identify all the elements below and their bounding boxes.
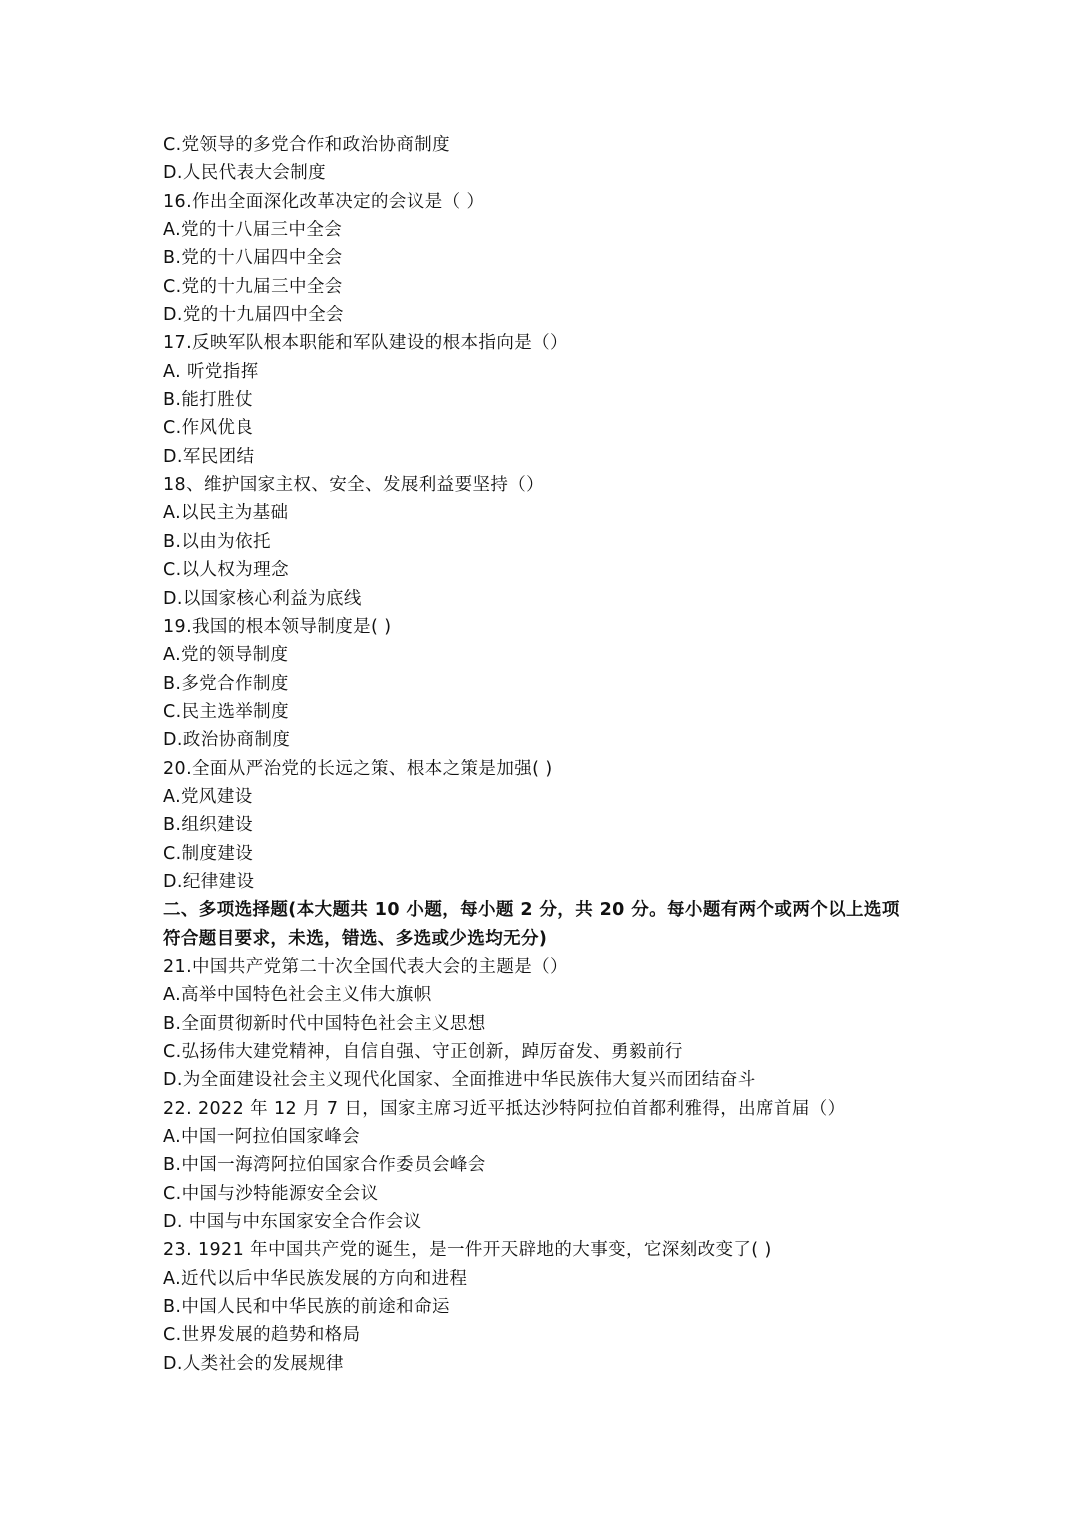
answer-option: D.政治协商制度 [163, 730, 291, 751]
answer-option: D.人民代表大会制度 [163, 163, 327, 184]
answer-option: C.弘扬伟大建党精神，自信自强、守正创新，踔厉奋发、勇毅前行 [163, 1042, 683, 1062]
question-stem: 23. 1921 年中国共产党的诞生，是一件开天辟地的大事变，它深刻改变了( ) [163, 1240, 772, 1261]
answer-option: C.世界发展的趋势和格局 [163, 1325, 361, 1346]
answer-option: B.中国一海湾阿拉伯国家合作委员会峰会 [163, 1155, 486, 1176]
answer-option: D.以国家核心利益为底线 [163, 588, 362, 609]
exam-page [163, 131, 933, 1378]
answer-option: D. 中国与中东国家安全合作会议 [163, 1212, 422, 1233]
answer-option: C.以人权为理念 [163, 560, 289, 581]
answer-option: A.近代以后中华民族发展的方向和进程 [163, 1268, 468, 1289]
answer-option: A. 听党指挥 [163, 361, 259, 382]
question-stem: 18、维护国家主权、安全、发展利益要坚持（） [163, 475, 545, 496]
question-stem: 17.反映军队根本职能和军队建设的根本指向是（） [163, 333, 568, 354]
question-stem: 16.作出全面深化改革决定的会议是（ ） [163, 191, 485, 212]
question-stem: 21.中国共产党第二十次全国代表大会的主题是（） [163, 956, 568, 977]
answer-option: A.党的领导制度 [163, 645, 289, 666]
answer-option: A.党风建设 [163, 786, 253, 807]
answer-option: B.组织建设 [163, 815, 253, 836]
answer-option: C.作风优良 [163, 418, 254, 439]
answer-option: B.能打胜仗 [163, 390, 253, 411]
answer-option: C.党的十九届三中全会 [163, 276, 343, 297]
answer-option: A.以民主为基础 [163, 503, 289, 524]
answer-option: D.人类社会的发展规律 [163, 1353, 344, 1374]
answer-option: B.党的十八届四中全会 [163, 248, 343, 269]
answer-option: B.以由为依托 [163, 531, 271, 552]
answer-option: A.党的十八届三中全会 [163, 220, 343, 241]
answer-option: D.为全面建设社会主义现代化国家、全面推进中华民族伟大复兴而团结奋斗 [163, 1070, 756, 1091]
answer-option: B.全面贯彻新时代中国特色社会主义思想 [163, 1013, 486, 1034]
answer-option: C.民主选举制度 [163, 701, 289, 722]
question-stem: 22. 2022 年 12 月 7 日，国家主席习近平抵达沙特阿拉伯首都利雅得，出席首届（） [163, 1098, 846, 1119]
answer-option: A.中国一阿拉伯国家峰会 [163, 1127, 361, 1148]
question-stem: 19.我国的根本领导制度是( ) [163, 616, 392, 637]
answer-option: A.高举中国特色社会主义伟大旗帜 [163, 985, 432, 1006]
answer-option: B.多党合作制度 [163, 673, 289, 694]
section-heading: 符合题目要求，未选，错选、多选或少选均无分) [163, 928, 548, 949]
answer-option: D.军民团结 [163, 446, 255, 467]
question-stem: 20.全面从严治党的长远之策、根本之策是加强( ) [163, 758, 553, 779]
answer-option: D.纪律建设 [163, 871, 255, 892]
answer-option: C.制度建设 [163, 843, 254, 864]
answer-option: C.中国与沙特能源安全会议 [163, 1183, 379, 1204]
answer-option: D.党的十九届四中全会 [163, 305, 344, 326]
answer-option: C.党领导的多党合作和政治协商制度 [163, 135, 451, 155]
section-heading: 二、多项选择题(本大题共 10 小题，每小题 2 分，共 20 分。每小题有两个或两个以上选项 [163, 900, 900, 921]
answer-option: B.中国人民和中华民族的前途和命运 [163, 1297, 450, 1318]
